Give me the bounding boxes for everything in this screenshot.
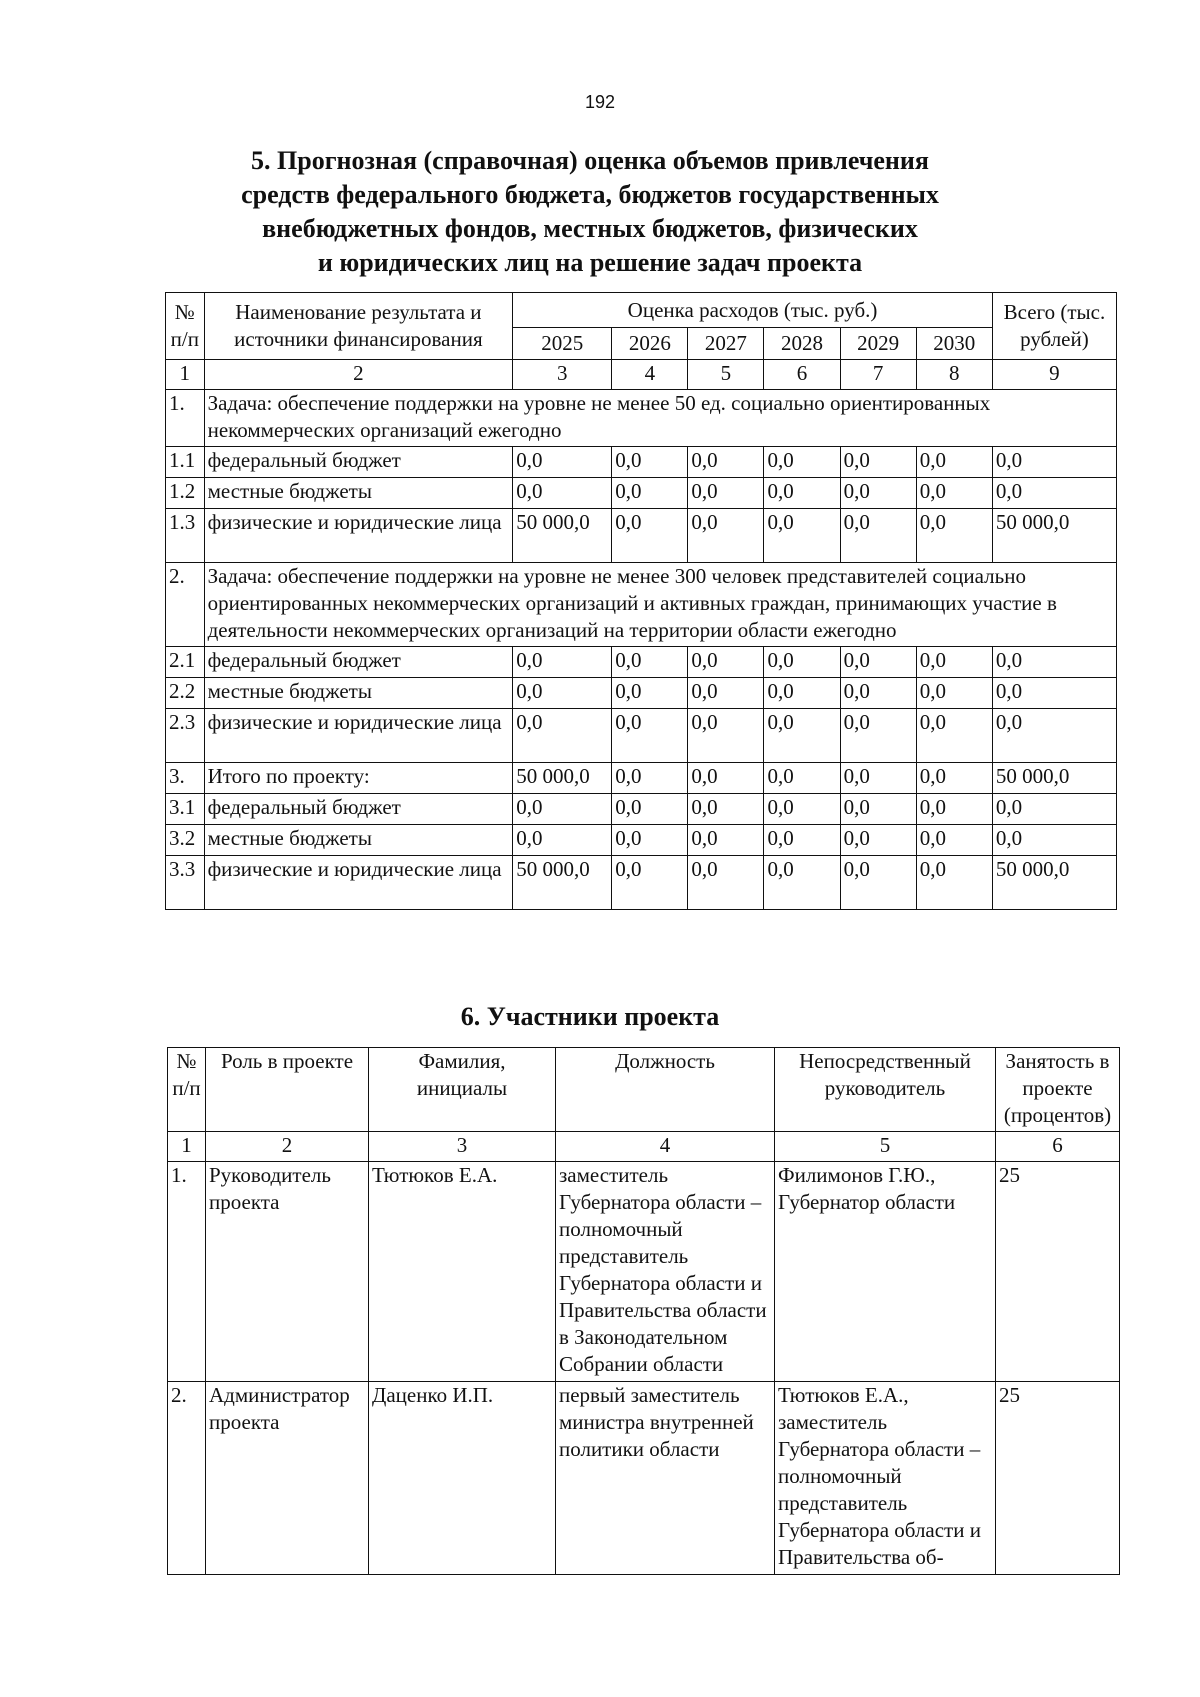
row-value: 0,0 — [916, 509, 992, 563]
col-number: 3 — [513, 360, 612, 390]
budget-row — [166, 856, 1117, 910]
row-value: 0,0 — [688, 647, 764, 678]
row-value: 0,0 — [688, 678, 764, 709]
row-source: федеральный бюджет — [204, 794, 513, 825]
header-year: 2028 — [764, 328, 840, 360]
row-value: 0,0 — [612, 856, 688, 910]
row-value: 0,0 — [764, 678, 840, 709]
row-num: 1.2 — [166, 478, 205, 509]
task-num: 2. — [166, 563, 205, 647]
row-value: 0,0 — [612, 678, 688, 709]
col-number: 2 — [204, 360, 513, 390]
row-value: 50 000,0 — [513, 856, 612, 910]
row-source: федеральный бюджет — [204, 447, 513, 478]
row-value: 0,0 — [513, 709, 612, 763]
participant-manager: Тютюков Е.А., заместитель Губернатора области – полномочный представитель Губернатора области и Правительства об- — [775, 1382, 996, 1575]
col-number: 5 — [688, 360, 764, 390]
col-number: 4 — [556, 1132, 775, 1162]
col-number: 5 — [775, 1132, 996, 1162]
header-employment: Занятость в проекте (процентов) — [996, 1048, 1120, 1132]
page-number: 192 — [584, 92, 616, 112]
budget-table — [165, 292, 1117, 910]
row-value: 0,0 — [916, 794, 992, 825]
total-rows — [166, 763, 1117, 910]
header-name: Фамилия, инициалы — [369, 1048, 556, 1132]
row-value: 0,0 — [992, 709, 1116, 763]
row-value: 0,0 — [513, 447, 612, 478]
row-value: 0,0 — [764, 709, 840, 763]
row-source: физические и юридические лица — [204, 509, 513, 563]
row-value: 0,0 — [513, 825, 612, 856]
row-value: 0,0 — [612, 478, 688, 509]
col-number: 7 — [840, 360, 916, 390]
row-value: 0,0 — [612, 763, 688, 794]
budget-row — [166, 763, 1117, 794]
row-value: 0,0 — [764, 447, 840, 478]
row-value: 50 000,0 — [513, 509, 612, 563]
task1-rows — [166, 447, 1117, 563]
col-number: 4 — [612, 360, 688, 390]
budget-row — [166, 647, 1117, 678]
task-num: 1. — [166, 390, 205, 447]
row-value: 0,0 — [764, 763, 840, 794]
row-num: 3.1 — [166, 794, 205, 825]
row-value: 0,0 — [688, 709, 764, 763]
row-value: 0,0 — [513, 794, 612, 825]
budget-row — [166, 678, 1117, 709]
section6-title: 6. Участники проекта — [460, 1002, 720, 1031]
row-value: 0,0 — [840, 647, 916, 678]
row-value: 0,0 — [992, 825, 1116, 856]
task2-rows — [166, 647, 1117, 763]
row-value: 0,0 — [688, 763, 764, 794]
header-year: 2025 — [513, 328, 612, 360]
budget-row — [166, 709, 1117, 763]
row-value: 0,0 — [840, 825, 916, 856]
participant-employment: 25 — [996, 1162, 1120, 1382]
participant-role: Руководитель проекта — [206, 1162, 369, 1382]
row-value: 0,0 — [688, 856, 764, 910]
participant-num: 2. — [168, 1382, 206, 1575]
col-number: 1 — [168, 1132, 206, 1162]
row-num: 3.3 — [166, 856, 205, 910]
col-number: 2 — [206, 1132, 369, 1162]
col-number: 9 — [992, 360, 1116, 390]
row-value: 0,0 — [612, 825, 688, 856]
row-source: местные бюджеты — [204, 678, 513, 709]
budget-row — [166, 509, 1117, 563]
participant-role: Администратор проекта — [206, 1382, 369, 1575]
row-value: 0,0 — [840, 794, 916, 825]
row-value: 0,0 — [764, 794, 840, 825]
row-value: 0,0 — [764, 478, 840, 509]
row-value: 0,0 — [688, 478, 764, 509]
row-value: 0,0 — [612, 709, 688, 763]
row-value: 0,0 — [992, 647, 1116, 678]
row-num: 2.3 — [166, 709, 205, 763]
row-value: 0,0 — [840, 509, 916, 563]
row-value: 0,0 — [916, 825, 992, 856]
row-source: местные бюджеты — [204, 478, 513, 509]
row-value: 0,0 — [840, 763, 916, 794]
col-number: 6 — [764, 360, 840, 390]
row-value: 0,0 — [916, 856, 992, 910]
row-value: 0,0 — [513, 647, 612, 678]
row-value: 0,0 — [764, 825, 840, 856]
participant-position: первый заместитель министра внутренней политики области — [556, 1382, 775, 1575]
header-year: 2029 — [840, 328, 916, 360]
row-value: 50 000,0 — [992, 856, 1116, 910]
section5-title-line: и юридических лиц на решение задач проекта — [317, 248, 863, 277]
col-number: 8 — [916, 360, 992, 390]
header-num: № п/п — [168, 1048, 206, 1132]
header-manager: Непосредственный руководитель — [775, 1048, 996, 1132]
row-value: 0,0 — [764, 509, 840, 563]
row-source: Итого по проекту: — [204, 763, 513, 794]
row-value: 0,0 — [513, 478, 612, 509]
row-value: 0,0 — [688, 825, 764, 856]
task-text: Задача: обеспечение поддержки на уровне не менее 300 человек представителей социально ориентированных некоммерческих организаций и активных граждан, принимающих участие в деятельности некоммерческих организаций на территории области ежегодно — [204, 563, 1116, 647]
budget-row — [166, 825, 1117, 856]
header-position: Должность — [556, 1048, 775, 1132]
row-value: 0,0 — [688, 509, 764, 563]
col-number: 1 — [166, 360, 205, 390]
row-value: 50 000,0 — [992, 763, 1116, 794]
participant-position: заместитель Губернатора области – полномочный представитель Губернатора области и Правительства области в Законодательном Собрании области — [556, 1162, 775, 1382]
row-source: физические и юридические лица — [204, 709, 513, 763]
row-value: 0,0 — [513, 678, 612, 709]
row-value: 0,0 — [612, 794, 688, 825]
header-year: 2026 — [612, 328, 688, 360]
row-value: 0,0 — [612, 447, 688, 478]
header-name: Наименование результата и источники финансирования — [204, 293, 513, 360]
col-number: 6 — [996, 1132, 1120, 1162]
section5-title-line: средств федерального бюджета, бюджетов государственных — [241, 180, 939, 209]
row-value: 0,0 — [840, 447, 916, 478]
row-value: 50 000,0 — [992, 509, 1116, 563]
row-num: 2.1 — [166, 647, 205, 678]
budget-row — [166, 447, 1117, 478]
header-year: 2030 — [916, 328, 992, 360]
row-num: 2.2 — [166, 678, 205, 709]
row-num: 3. — [166, 763, 205, 794]
row-value: 0,0 — [840, 856, 916, 910]
row-value: 0,0 — [612, 647, 688, 678]
row-source: местные бюджеты — [204, 825, 513, 856]
row-value: 0,0 — [916, 763, 992, 794]
row-value: 0,0 — [764, 647, 840, 678]
row-value: 0,0 — [840, 709, 916, 763]
header-estimate: Оценка расходов (тыс. руб.) — [513, 293, 993, 328]
header-num: № п/п — [166, 293, 205, 360]
participant-manager: Филимонов Г.Ю., Губернатор области — [775, 1162, 996, 1382]
row-value: 0,0 — [840, 678, 916, 709]
participant-employment: 25 — [996, 1382, 1120, 1575]
participant-name: Даценко И.П. — [369, 1382, 556, 1575]
row-value: 0,0 — [688, 794, 764, 825]
row-value: 0,0 — [916, 478, 992, 509]
row-value: 0,0 — [992, 447, 1116, 478]
header-year: 2027 — [688, 328, 764, 360]
row-value: 0,0 — [840, 478, 916, 509]
row-value: 0,0 — [992, 678, 1116, 709]
row-source: физические и юридические лица — [204, 856, 513, 910]
row-value: 0,0 — [612, 509, 688, 563]
row-num: 1.1 — [166, 447, 205, 478]
section5-title — [200, 144, 980, 280]
row-value: 0,0 — [916, 678, 992, 709]
row-source: федеральный бюджет — [204, 647, 513, 678]
row-num: 1.3 — [166, 509, 205, 563]
row-value: 0,0 — [916, 647, 992, 678]
row-num: 3.2 — [166, 825, 205, 856]
row-value: 50 000,0 — [513, 763, 612, 794]
row-value: 0,0 — [764, 856, 840, 910]
row-value: 0,0 — [992, 794, 1116, 825]
budget-row — [166, 478, 1117, 509]
row-value: 0,0 — [992, 478, 1116, 509]
task-text: Задача: обеспечение поддержки на уровне не менее 50 ед. социально ориентированных некоммерческих организаций ежегодно — [204, 390, 1116, 447]
row-value: 0,0 — [688, 447, 764, 478]
budget-row — [166, 794, 1117, 825]
participant-name: Тютюков Е.А. — [369, 1162, 556, 1382]
section5-title-line: внебюджетных фондов, местных бюджетов, физических — [262, 214, 918, 243]
participants-table — [167, 1047, 1120, 1575]
header-role: Роль в проекте — [206, 1048, 369, 1132]
participant-num: 1. — [168, 1162, 206, 1382]
row-value: 0,0 — [916, 709, 992, 763]
row-value: 0,0 — [916, 447, 992, 478]
col-number: 3 — [369, 1132, 556, 1162]
section5-title-line: 5. Прогнозная (справочная) оценка объемов привлечения — [251, 146, 929, 175]
header-total: Всего (тыс. рублей) — [992, 293, 1116, 360]
